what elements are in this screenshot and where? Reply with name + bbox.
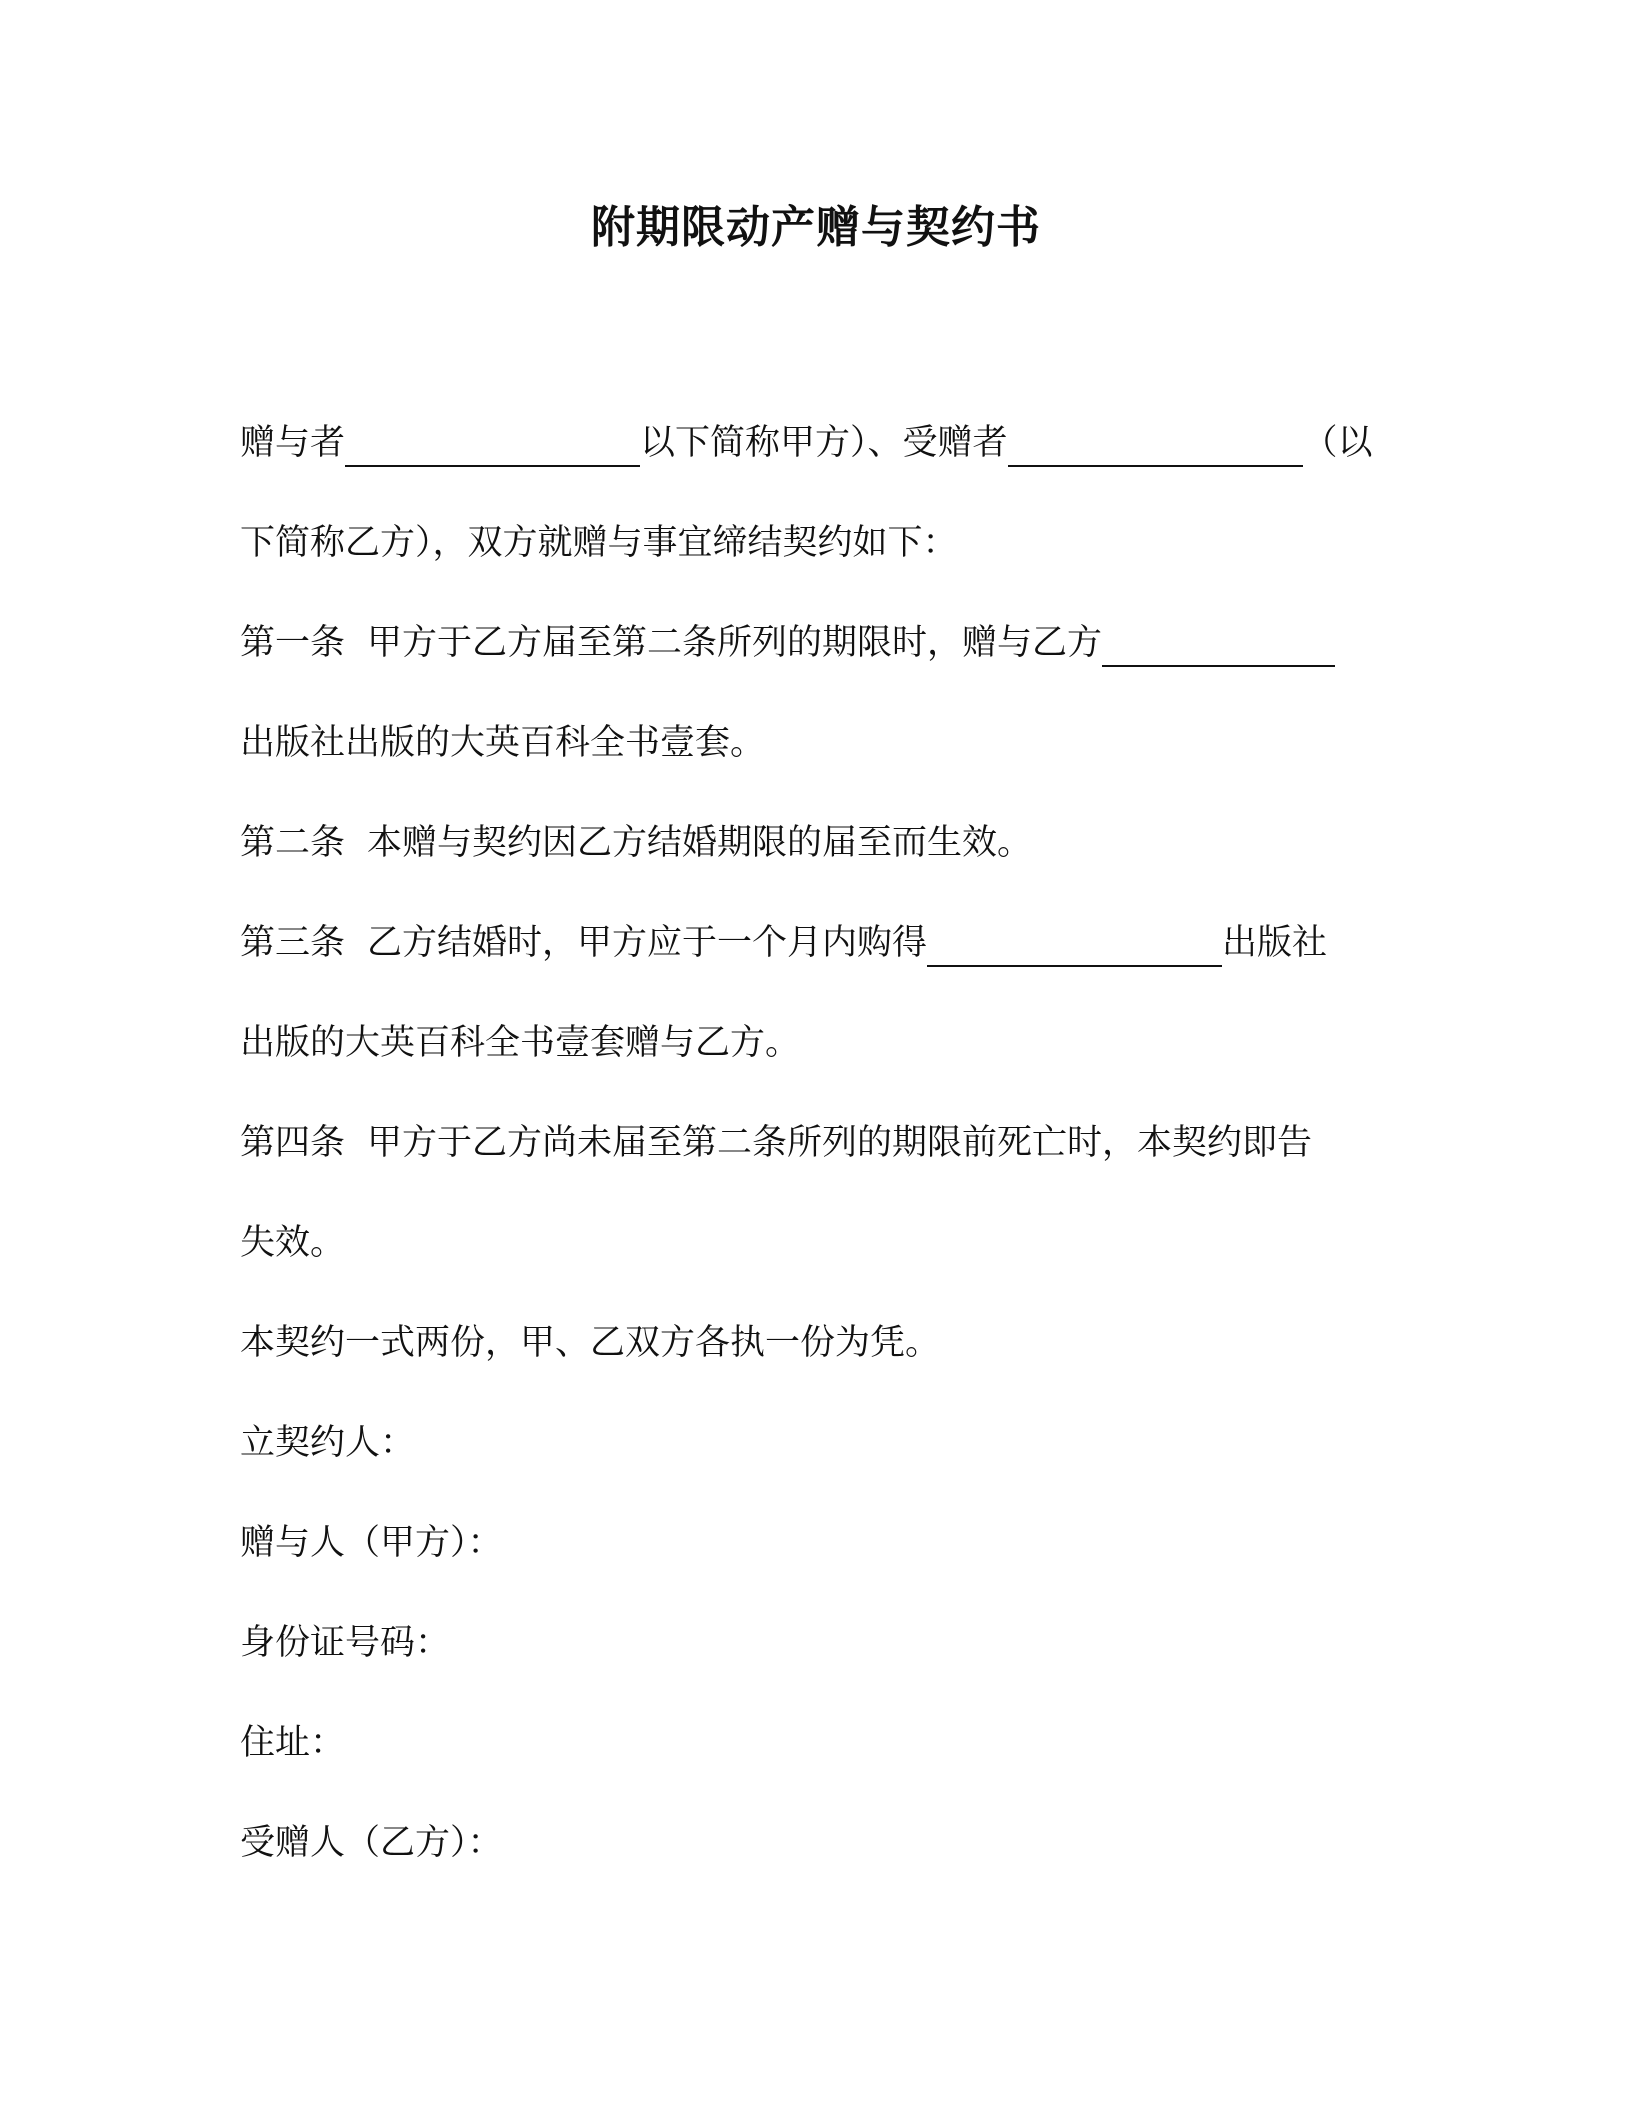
donee-name-blank[interactable]	[1008, 427, 1303, 467]
article-3-after-blank: 出版社	[1222, 923, 1328, 963]
article-3-line-2: 出版的大英百科全书壹套赠与乙方。	[240, 1023, 801, 1063]
article-4-heading: 第四条	[240, 1123, 346, 1163]
intro-line-1	[240, 415, 1373, 471]
article-2	[240, 815, 1032, 871]
address-field: 住址：	[240, 1723, 346, 1763]
intro-after-donor: 以下简称甲方）、受赠者	[640, 423, 1008, 463]
article-1	[240, 615, 1335, 671]
publisher-blank-1[interactable]	[1102, 627, 1335, 667]
intro-paren-open: （以	[1302, 423, 1373, 463]
article-1-text: 甲方于乙方届至第二条所列的期限时，赠与乙方	[367, 623, 1103, 663]
id-number-field: 身份证号码：	[240, 1623, 451, 1663]
article-2-heading: 第二条	[240, 823, 346, 863]
article-2-text: 本赠与契约因乙方结婚期限的届至而生效。	[367, 823, 1033, 863]
article-4-line-2: 失效。	[240, 1223, 346, 1263]
article-3-heading: 第三条	[240, 923, 346, 963]
donor-name-blank[interactable]	[345, 427, 640, 467]
article-1-heading: 第一条	[240, 623, 346, 663]
article-3-text: 乙方结婚时，甲方应于一个月内购得	[367, 923, 928, 963]
article-3	[240, 915, 1327, 971]
article-4	[240, 1115, 1312, 1171]
signatories-label: 立契约人：	[240, 1423, 416, 1463]
document-title: 附期限动产赠与契约书	[591, 202, 1041, 253]
donor-label: 赠与者	[240, 423, 346, 463]
publisher-blank-2[interactable]	[927, 927, 1222, 967]
article-1-line-2: 出版社出版的大英百科全书壹套。	[240, 723, 766, 763]
article-4-text: 甲方于乙方尚未届至第二条所列的期限前死亡时，本契约即告	[367, 1123, 1313, 1163]
copies-clause: 本契约一式两份，甲、乙双方各执一份为凭。	[240, 1323, 941, 1363]
donor-signature-field: 赠与人（甲方）：	[240, 1523, 503, 1563]
donee-signature-field: 受赠人（乙方）：	[240, 1823, 503, 1863]
intro-line-2: 下简称乙方），双方就赠与事宜缔结契约如下：	[240, 523, 958, 563]
